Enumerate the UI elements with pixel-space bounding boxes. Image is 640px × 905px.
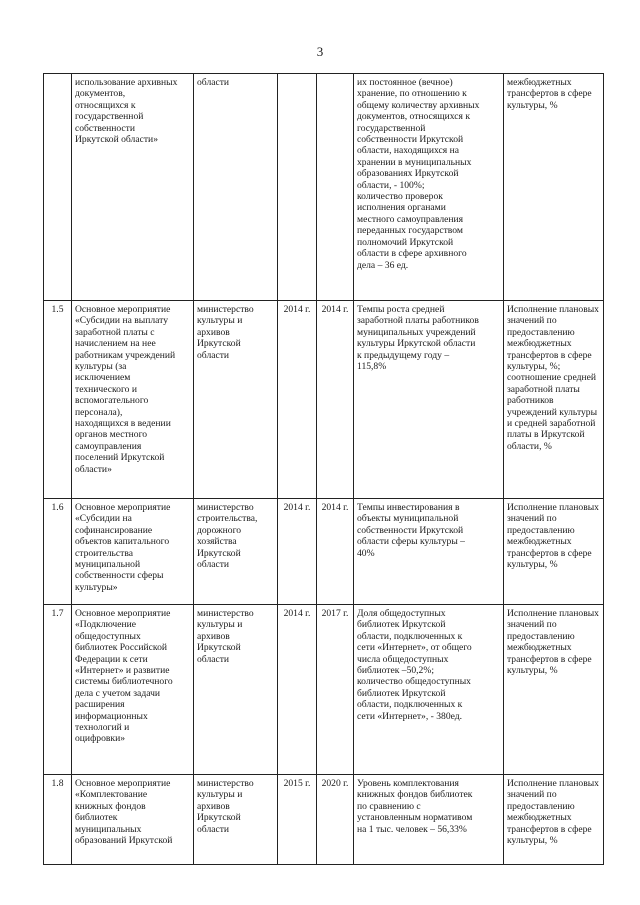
executor-cell-line: культуры и (197, 619, 243, 631)
event-name-cell-line: библиотек (75, 812, 118, 824)
start-year-cell: 2014 г. (278, 301, 317, 499)
event-name-cell-line: органов местного (75, 429, 148, 441)
criterion-cell-line: культуры, %; (507, 361, 561, 373)
event-name-cell-line: строительства (75, 547, 134, 559)
indicator-cell-line: библиотек Иркутской (357, 687, 446, 699)
executor-cell-line: архивов (197, 326, 230, 338)
criterion-cell-line: Исполнение плановых (507, 778, 599, 789)
event-name-cell-line: расширения (75, 699, 125, 711)
table-row (44, 499, 604, 605)
event-name-cell-line: библиотек Российской (75, 642, 168, 654)
event-name-cell-line: общедоступных (75, 630, 141, 642)
criterion-cell-line: и средней заработной (507, 418, 596, 430)
table-row (44, 605, 604, 775)
event-name-cell-line: Основное мероприятие (75, 608, 171, 619)
event-name-cell-line: работникам учреждений (75, 349, 176, 361)
criterion-cell-line: межбюджетных (507, 77, 572, 88)
executor-cell-line: Иркутской (197, 547, 241, 559)
end-year-cell: 2017 г. (317, 605, 354, 775)
event-name-cell-line: документов, (75, 88, 126, 100)
executor-cell-line: министерство (197, 608, 254, 619)
criterion-cell-line: области, % (507, 440, 552, 452)
event-name-cell (72, 775, 194, 865)
indicator-cell-line: хранение, по отношению к (357, 88, 467, 100)
indicator-cell-line: местного самоуправления (357, 213, 464, 225)
event-name-cell-line: технического и (75, 383, 137, 395)
executor-cell-line: области (197, 653, 230, 665)
indicator-cell-line: их постоянное (вечное) (357, 77, 453, 88)
event-name-cell-line: находящихся в ведении (75, 418, 171, 430)
event-name-cell-line: Иркутской области» (75, 134, 158, 146)
executor-cell-line: области (197, 77, 230, 88)
program-events-table (43, 73, 604, 865)
criterion-cell-line: межбюджетных (507, 536, 572, 548)
indicator-cell-line: объекты муниципальной (357, 513, 459, 525)
start-year-cell (278, 74, 317, 301)
criterion-cell (504, 605, 604, 775)
criterion-cell-line: культуры, % (507, 835, 558, 847)
indicator-cell-line: Доля общедоступных (357, 608, 446, 619)
event-name-cell-line: информационных (75, 710, 148, 722)
criterion-cell-line: значений по (507, 619, 557, 631)
indicator-cell-line: установленным нормативом (357, 812, 473, 824)
event-name-cell-line: оцифровки» (75, 733, 125, 745)
row-number-cell: 1.7 (44, 605, 72, 775)
indicator-cell-line: общему количеству архивных (357, 99, 480, 111)
criterion-cell-line: трансфертов в сфере (507, 653, 592, 665)
criterion-cell-line: платы в Иркутской (507, 429, 585, 441)
event-name-cell-line: начислением на нее (75, 338, 156, 350)
event-name-cell-line: «Субсидии на выплату (75, 315, 169, 327)
event-name-cell-line: Основное мероприятие (75, 304, 171, 315)
indicator-cell (354, 499, 504, 605)
row-number-cell: 1.8 (44, 775, 72, 865)
event-name-cell-line: собственности (75, 122, 136, 134)
indicator-cell (354, 301, 504, 499)
criterion-cell-line: соотношение средней (507, 372, 597, 384)
indicator-cell-line: Темпы роста средней (357, 304, 445, 315)
event-name-cell-line: муниципальных (75, 823, 142, 835)
event-name-cell (72, 499, 194, 605)
executor-cell-line: министерство (197, 502, 254, 513)
event-name-cell-line: поселений Иркутской (75, 452, 165, 464)
criterion-cell-line: предоставлению (507, 800, 575, 812)
event-name-cell-line: технологий и (75, 722, 130, 734)
start-year-cell: 2014 г. (278, 499, 317, 605)
table-row (44, 74, 604, 301)
executor-cell (194, 775, 278, 865)
criterion-cell-line: трансфертов в сфере (507, 547, 592, 559)
indicator-cell-line: по сравнению с (357, 800, 421, 812)
row-number-cell: 1.5 (44, 301, 72, 499)
criterion-cell (504, 499, 604, 605)
indicator-cell-line: переданных государством (357, 225, 463, 237)
criterion-cell (504, 775, 604, 865)
executor-cell-line: Иркутской (197, 338, 241, 350)
criterion-cell-line: трансфертов в сфере (507, 349, 592, 361)
criterion-cell-line: межбюджетных (507, 338, 572, 350)
event-name-cell (72, 605, 194, 775)
event-name-cell-line: персонала), (75, 406, 123, 418)
start-year-cell: 2015 г. (278, 775, 317, 865)
indicator-cell-line: 115,8% (357, 361, 387, 373)
event-name-cell-line: самоуправления (75, 440, 142, 452)
table-row (44, 775, 604, 865)
criterion-cell-line: межбюджетных (507, 812, 572, 824)
criterion-cell-line: культуры, % (507, 559, 558, 571)
event-name-cell-line: культуры» (75, 581, 118, 593)
indicator-cell-line: 40% (357, 547, 375, 559)
criterion-cell-line: значений по (507, 789, 557, 801)
executor-cell-line: дорожного (197, 524, 242, 536)
criterion-cell-line: культуры, % (507, 665, 558, 677)
executor-cell-line: архивов (197, 800, 230, 812)
event-name-cell-line: муниципальной (75, 559, 141, 571)
event-name-cell-line: исключением (75, 372, 131, 384)
criterion-cell-line: значений по (507, 513, 557, 525)
indicator-cell-line: количество общедоступных (357, 676, 471, 688)
event-name-cell-line: «Интернет» и развитие (75, 665, 170, 677)
criterion-cell-line: культуры, % (507, 99, 558, 111)
row-number-cell: 1.6 (44, 499, 72, 605)
indicator-cell-line: собственности Иркутской (357, 134, 464, 146)
criterion-cell-line: предоставлению (507, 524, 575, 536)
indicator-cell-line: библиотек –50,2%; (357, 665, 435, 677)
indicator-cell-line: области, подключенных к (357, 699, 463, 711)
criterion-cell-line: трансфертов в сфере (507, 88, 592, 100)
indicator-cell-line: количество проверок (357, 191, 443, 203)
executor-cell-line: строительства, (197, 513, 258, 525)
criterion-cell-line: предоставлению (507, 630, 575, 642)
end-year-cell (317, 74, 354, 301)
table-row (44, 301, 604, 499)
event-name-cell-line: использование архивных (75, 77, 178, 88)
event-name-cell-line: вспомогательного (75, 395, 149, 407)
event-name-cell-line: Основное мероприятие (75, 778, 171, 789)
indicator-cell-line: области, - 100%; (357, 179, 425, 191)
indicator-cell (354, 775, 504, 865)
executor-cell-line: архивов (197, 630, 230, 642)
executor-cell (194, 301, 278, 499)
criterion-cell-line: Исполнение плановых (507, 608, 599, 619)
indicator-cell (354, 74, 504, 301)
event-name-cell-line: Основное мероприятие (75, 502, 171, 513)
indicator-cell-line: полномочий Иркутской (357, 236, 454, 248)
event-name-cell-line: заработной платы с (75, 326, 155, 338)
event-name-cell-line: области» (75, 463, 112, 475)
executor-cell-line: хозяйства (197, 536, 237, 548)
executor-cell-line: культуры и (197, 315, 243, 327)
criterion-cell-line: работников (507, 395, 554, 407)
indicator-cell-line: области, находящихся на (357, 145, 460, 157)
criterion-cell-line: учреждений культуры (507, 406, 598, 418)
indicator-cell-line: книжных фондов библиотек (357, 789, 473, 801)
end-year-cell: 2014 г. (317, 301, 354, 499)
indicator-cell-line: библиотек Иркутской (357, 619, 446, 631)
event-name-cell-line: относящихся к (75, 99, 136, 111)
criterion-cell (504, 74, 604, 301)
indicator-cell (354, 605, 504, 775)
event-name-cell-line: объектов капитального (75, 536, 170, 548)
page-number: 3 (316, 44, 324, 59)
criterion-cell-line: заработной платы (507, 383, 580, 395)
row-number-cell (44, 74, 72, 301)
indicator-cell-line: области сферы культуры – (357, 536, 465, 548)
criterion-cell (504, 301, 604, 499)
executor-cell-line: области (197, 559, 230, 571)
event-name-cell-line: «Комплектование (75, 789, 148, 801)
event-name-cell-line: «Подключение (75, 619, 136, 631)
criterion-cell-line: предоставлению (507, 326, 575, 338)
indicator-cell-line: муниципальных учреждений (357, 326, 476, 338)
indicator-cell-line: дела – 36 ед. (357, 259, 409, 271)
end-year-cell: 2020 г. (317, 775, 354, 865)
indicator-cell-line: государственной (357, 122, 426, 134)
indicator-cell-line: на 1 тыс. человек – 56,33% (357, 823, 467, 835)
indicator-cell-line: образованиях Иркутской (357, 168, 459, 180)
criterion-cell-line: значений по (507, 315, 557, 327)
indicator-cell-line: числа общедоступных (357, 653, 449, 665)
criterion-cell-line: трансфертов в сфере (507, 823, 592, 835)
indicator-cell-line: Темпы инвестирования в (357, 502, 460, 513)
event-name-cell-line: культуры (за (75, 361, 127, 373)
indicator-cell-line: области, подключенных к (357, 630, 463, 642)
criterion-cell-line: Исполнение плановых (507, 304, 599, 315)
end-year-cell: 2014 г. (317, 499, 354, 605)
event-name-cell-line: софинансирование (75, 524, 153, 536)
executor-cell-line: Иркутской (197, 812, 241, 824)
event-name-cell-line: государственной (75, 111, 144, 123)
indicator-cell-line: Уровень комплектования (357, 778, 459, 789)
event-name-cell-line: книжных фондов (75, 800, 146, 812)
indicator-cell-line: собственности Иркутской (357, 524, 464, 536)
start-year-cell: 2014 г. (278, 605, 317, 775)
executor-cell-line: Иркутской (197, 642, 241, 654)
event-name-cell-line: образований Иркутской (75, 835, 173, 847)
indicator-cell-line: сети «Интернет», - 380ед. (357, 710, 463, 722)
indicator-cell-line: документов, относящихся к (357, 111, 471, 123)
executor-cell-line: министерство (197, 778, 254, 789)
indicator-cell-line: сети «Интернет», от общего (357, 642, 472, 654)
indicator-cell-line: заработной платы работников (357, 315, 479, 327)
event-name-cell (72, 301, 194, 499)
indicator-cell-line: к предыдущему году – (357, 349, 450, 361)
indicator-cell-line: культуры Иркутской области (357, 338, 476, 350)
event-name-cell-line: системы библиотечного (75, 676, 173, 688)
event-name-cell-line: Федерации к сети (75, 653, 148, 665)
indicator-cell-line: хранении в муниципальных (357, 156, 472, 168)
event-name-cell-line: собственности сферы (75, 570, 164, 582)
executor-cell-line: министерство (197, 304, 254, 315)
executor-cell (194, 499, 278, 605)
indicator-cell-line: исполнения органами (357, 202, 446, 214)
event-name-cell (72, 74, 194, 301)
indicator-cell-line: области в сфере архивного (357, 248, 467, 260)
criterion-cell-line: Исполнение плановых (507, 502, 599, 513)
executor-cell (194, 74, 278, 301)
executor-cell (194, 605, 278, 775)
criterion-cell-line: межбюджетных (507, 642, 572, 654)
executor-cell-line: области (197, 823, 230, 835)
event-name-cell-line: «Субсидии на (75, 513, 132, 525)
executor-cell-line: культуры и (197, 789, 243, 801)
event-name-cell-line: дела с учетом задачи (75, 687, 161, 699)
executor-cell-line: области (197, 349, 230, 361)
